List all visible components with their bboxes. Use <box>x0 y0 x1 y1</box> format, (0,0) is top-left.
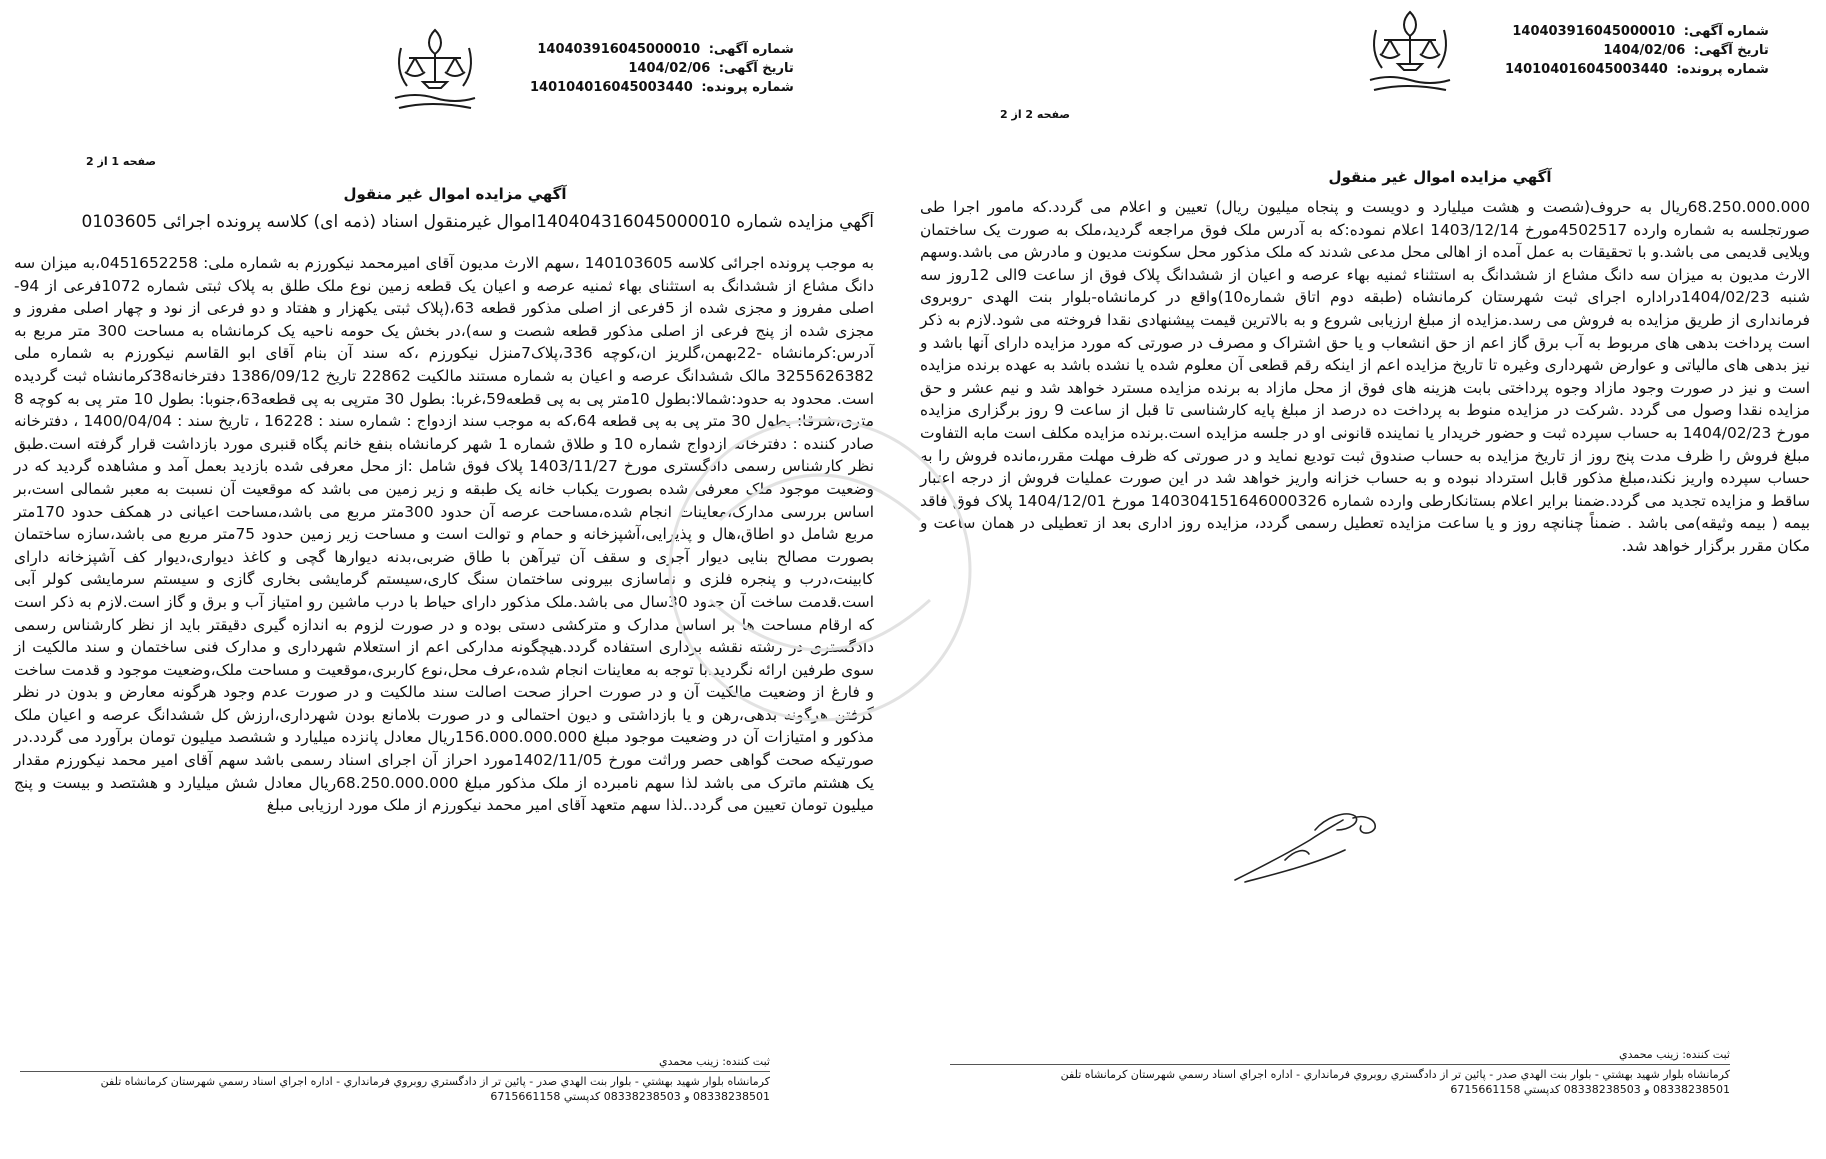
notice-date: 1404/02/06 <box>628 61 711 76</box>
page-footer <box>20 1054 770 1104</box>
case-number: 140104016045003440 <box>1505 62 1668 77</box>
footer-phone: 08338238501 و 08338238503 كدپستي 6715661158 <box>1450 1083 1730 1096</box>
page-number: صفحه 1 از 2 <box>86 155 157 168</box>
registrar-line <box>20 1054 770 1069</box>
case-number-label: شماره پرونده: <box>1676 62 1769 77</box>
notice-subtitle: آگهي مزايده شماره 140404316045000010اموال غيرمنقول اسناد (ذمه اى) كلاسه پرونده اجرائى 0103605 <box>81 212 874 232</box>
footer-address: كرمانشاه بلوار شهيد بهشتي - بلوار بنت الهدي صدر - پائين تر از دادگستري روبروي فرمانداري - اداره اجراي اسناد رسمي شهرستان كرمانشاه تلفن <box>1060 1068 1730 1081</box>
notice-number-label: شماره آگهی: <box>1683 24 1769 39</box>
notice-meta <box>530 40 794 97</box>
footer-phone: 08338238501 و 08338238503 كدپستي 6715661158 <box>490 1090 770 1103</box>
notice-number: 140403916045000010 <box>1512 24 1676 39</box>
footer-divider <box>950 1064 1730 1065</box>
notice-heading: آگهي مزايده اموال غير منقول <box>343 185 567 203</box>
notice-date: 1404/02/06 <box>1603 43 1686 58</box>
registrar-name: زينب محمدي <box>1618 1048 1679 1061</box>
notice-body: 68.250.000.000ريال به حروف(شصت و هشت ميليارد و دويست و پنجاه ميليون ريال) تعيين و اعلام مى گردد.كه مامور اجرا طى صورتجلسه به شماره وارده 4502517مورخ 1403/12/14 اعلام نموده:كه به آدرس ملک فوق مراجعه گرديد،ملک به صورت يک ساختمان ويلايى قديمى مى باشد.و با تحقيقات به عمل آمده از اهالى محل مدعى شدند كه ملک مذكور محل سكونت مديون و مادرش مى باشد.وسهم الارث مديون به ميزان سه دانگ مشاع از ششدانگ به استثناء ثمنيه بهاء عرصه و اعيان از ششدانگ پلاک فوق از ساعت 9الى 12روز سه شنبه 1404/02/23دراداره اجراى ثبت شهرستان كرمانشاه (طبقه دوم اتاق شماره10)واقع در كرمانشاه-بلوار بنت الهدى -روبروى فرماندارى از طريق مزايده به فروش مى رسد.مزايده از مبلغ ارزيابى شروع و به بالاترين قيمت پيشنهادى نقدا فروخته مى شود.لازم به ذكر است پرداخت بدهى هاى مربوط به آب برق گاز اعم از حق انشعاب و يا حق اشتراک و مصرف در صورتى كه مورد مزايده داراى آنها باشد و نيز بدهى هاى مالياتى و عوارض شهردارى وغيره تا تاريخ مزايده اعم از اينكه رقم قطعى آن معلوم شده يا نشده باشد به عهده برنده مزايده است و نيز در صورت وجود مازاد وجوه پرداختى بابت هزينه هاى فوق از محل مازاد به برنده مزايده مسترد خواهد شد و نيم عشر و حق مزايده نقدا وصول مى گردد .شركت در مزايده منوط به پرداخت ده درصد از مبلغ پايه كارشناسى تا قبل از ساعت 9 روز برگزارى مزايده مورخ 1404/02/23 به حساب سپرده ثبت و حضور خريدار يا نماينده قانونى او در جلسه مزايده است.برنده مزايده مكلف است مابه التفاوت مبلغ فروش را ظرف مدت پنج روز از تاريخ مزايده به حساب صندوق ثبت توديع نمايد و در صورتى كه ظرف مهلت مقرر،مانده فروش را به حساب سپرده واريز نكند،مبلغ مذكور قابل استرداد نبوده و به حساب خزانه واريز خواهد شد در اين صورت عمليات فروش از درجه اعتبار ساقط و مزايده تجديد مى گردد.ضمنا براير اعلام بستانكارطى وارده شماره 140304151646000326 مورخ 1404/12/01 پلاک فوق فاقد بيمه ( بيمه وثيقه)مى باشد . ضمناً چنانچه روز و يا ساعت مزايده تعطيل رسمى گردد، مزايده روز ادارى بعد از تعطيلى در همان ساعت و مكان مقرر برگزار خواهد شد. <box>920 198 1811 555</box>
notice-number: 140403916045000010 <box>537 42 701 57</box>
notice-meta <box>1505 22 1769 79</box>
notice-date-label: تاریخ آگهی: <box>1693 43 1769 58</box>
notice-heading: آگهي مزايده اموال غير منقول <box>1328 168 1552 186</box>
registrar-name: زينب محمدي <box>658 1055 719 1068</box>
registrar-label: ثبت كننده: <box>722 1055 770 1068</box>
case-number-label: شماره پرونده: <box>701 80 794 95</box>
footer-address: كرمانشاه بلوار شهيد بهشتي - بلوار بنت الهدي صدر - پائين تر از دادگستري روبروي فرمانداري - اداره اجراي اسناد رسمي شهرستان كرمانشاه تلفن <box>100 1075 770 1088</box>
judiciary-emblem-icon <box>1310 2 1510 102</box>
notice-number-line <box>1505 22 1769 41</box>
footer-divider <box>20 1071 770 1072</box>
notice-date-line <box>1505 41 1769 60</box>
case-number-line <box>1505 60 1769 79</box>
case-number: 140104016045003440 <box>530 80 693 95</box>
case-number-line <box>530 78 794 97</box>
page-number: صفحه 2 از 2 <box>1000 108 1071 121</box>
notice-page-1 <box>0 0 880 1159</box>
notice-number-line <box>530 40 794 59</box>
registrar-label: ثبت كننده: <box>1682 1048 1730 1061</box>
notice-number-label: شماره آگهی: <box>708 42 794 57</box>
page-footer <box>950 1047 1730 1097</box>
registrar-line <box>950 1047 1730 1062</box>
judiciary-emblem-icon <box>335 20 535 120</box>
notice-date-label: تاریخ آگهی: <box>718 61 794 76</box>
notice-body: به موجب پرونده اجرائى كلاسه 140103605 ،سهم الارث مديون آقاى اميرمحمد نيكورزم به شماره ملى: 0451652258،به ميزان سه دانگ مشاع از ششدانگ به استثناى بهاء ثمنيه عرصه و اعيان يک قطعه زمين نوع ملک طلق به پلاک ثبتى شماره 1072فرعى از 94-اصلى مفروز و مجزى شده از 5فرعى از اصلى مذكور قطعه 63،(پلاک ثبتى يكهزار و هفتاد و دو فرعى از نود و چهار اصلى مفروز و مجزى شده از پنج فرعى از اصلى مذكور قطعه شصت و سه)،در بخش يک حومه ناحيه يک كرمانشاه به مساحت 300 متر مربع به آدرس:كرمانشاه -22بهمن،گلريز ان،كوچه 336،پلاک7منزل نيكورزم ،كه سند آن بنام آقاى ابو القاسم نيكورزم به شماره ملى 3255626382 مالک ششدانگ عرصه و اعيان به شماره مستند مالكيت 22862 تاريخ 1386/09/12 دفترخانه38كرمانشاه ثبت گرديده است. محدود به حدود:شمالا:بطول 10متر پى به پى قطعه59،غربا: بطول 30 مترپى به پى قطعه63،جنوبا: بطول 10 متر پى به كوچه 8 مترى،شرقا: بطول 30 متر پى به پى قطعه 64،كه به موجب سند ازدواج : شماره سند : 16228 ، تاريخ سند : 1400/04/04 ، دفترخانه صادر كننده : دفترخانه ازدواج شماره 10 و طلاق شماره 1 شهر كرمانشاه بنفع خانم پگاه قنبرى مورد بازداشت قرار گرفته است.طبق نظر كارشناس رسمى دادگسترى مورخ 1403/11/27 پلاک فوق شامل :از محل معرفى شده بازديد بعمل آمد و مشاهده گرديد كه در وضعيت موجود ملک معرفى شده بصورت يكباب خانه يک طبقه و زير زمين مى باشد كه موقعيت آن نسبت به معبر شمالى است،بر اساس بررسى مدارک،معاينات انجام شده،مساحت عرصه آن حدود 300متر مربع مى باشد،مساحت اعيانى در همكف حدود 170متر مربع شامل دو اطاق،هال و پذيرايى،آشپزخانه و حمام و توالت است و مساحت زير زمين حدود 75متر مربع مى باشد،سازه ساختمان بصورت مصالح بنايى ديوار آجرى و سقف آن تيرآهن با طاق ضربى،بدنه ديوارها گچى و كاغذ ديوارى،ديوار كف آشپزخانه داراى كابينت،درب و پنجره فلزى و نماسازى بيرونى ساختمان سنگ كارى،سيستم گرمايشى بخارى گازى و سيستم سرمايشى كولر آبى است.قدمت ساخت آن حدود 30سال مى باشد.ملک مذكور داراى حياط با درب ماشين رو امتياز آب و برق و گاز است.لازم به ذكر است كه ارقام مساحت ها بر اساس مدارک و متركشى دستى بوده و در صورت لزوم به اندازه گيرى دقيقتر بايد از نظر كارشناس رسمى دادگسترى در رشته نقشه بردارى استفاده گردد.هيچگونه مداركى اعم از استعلام شهردارى و مدارک فنى ساختمان و سند مالكيت از سوى طرفين ارائه نگرديد.با توجه به معاينات انجام شده،عرف محل،نوع كاربرى،موقعيت و مساحت ملک،وضعيت موجود و قدمت ساخت و فارغ از وضعيت مالكيت آن و در صورت احراز صحت اصالت سند مالكيت و در صورت عدم وجود هرگونه معارض و بدون در نظر گرفتن هرگونه بدهى،رهن و يا بازداشتى و ديون احتمالى و در صورت بلامانع بودن شهردارى،ارزش كل ششدانگ عرصه و اعيان ملک مذكور و امتيازات آن در وضعيت موجود مبلغ 156.000.000.000ريال معادل پانزده ميليارد و ششصد ميليون تومان برآورد مى گردد.در صورتيكه صحت گواهى حصر وراثت مورخ 1402/11/05مورد احراز آن اجراى اسناد رسمى باشد سهم آقاى امير محمد نيكورزم مقدار يک هشتم ماترک مى باشد لذا سهم نامبرده از ملک مذكور مبلغ 68.250.000.000ريال معادل شش ميليارد و هشتصد و بيست و پنج ميليون تومان تعيين مى گردد..لذا سهم متعهد آقاى امير محمد نيكورزم از ملک مورد ارزيابى مبلغ <box>14 254 875 815</box>
notice-date-line <box>530 59 794 78</box>
notice-page-2 <box>920 0 1810 1159</box>
handwritten-signature-icon <box>1225 800 1395 890</box>
